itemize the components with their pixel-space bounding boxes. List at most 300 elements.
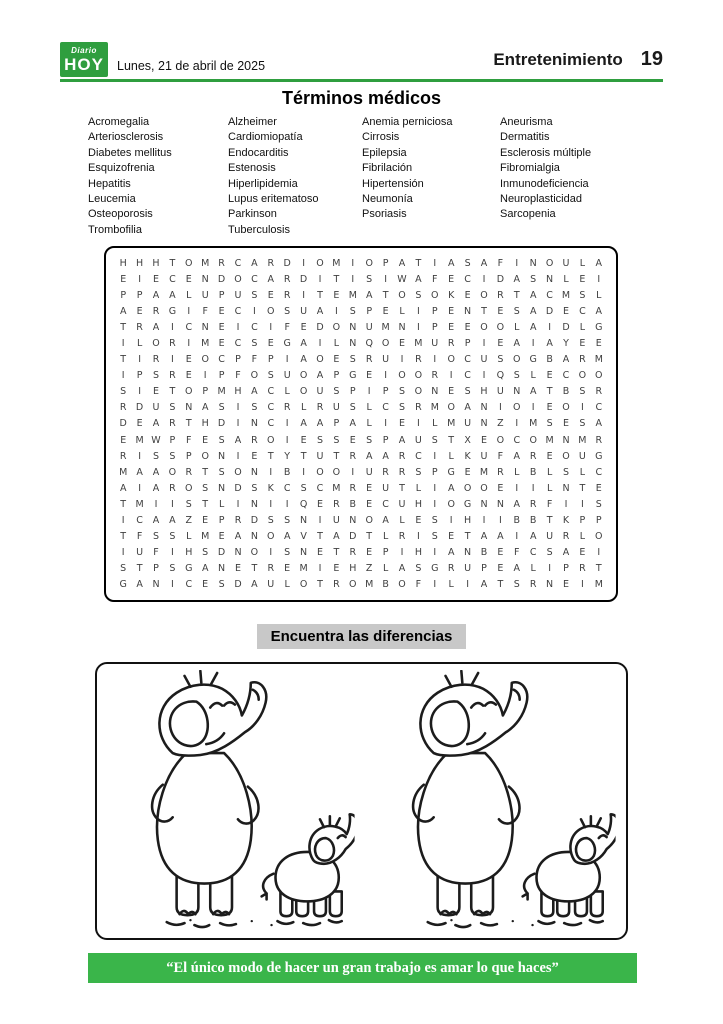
wordsearch-letter: L [432,418,438,430]
wordsearch-letter: O [201,450,209,462]
wordsearch-letter: T [185,418,192,430]
wordsearch-letter: T [481,305,487,317]
wordsearch-letter: E [595,338,602,350]
wordsearch-letter: H [152,257,160,269]
wordsearch-letter: C [529,547,537,559]
wordsearch-letter: L [366,418,372,430]
section-title: Entretenimiento [493,50,623,69]
wordsearch-letter: I [154,498,158,510]
wordsearch-letter: I [515,418,519,430]
wordsearch-word: Psoriasis [362,208,407,221]
wordsearch-letter: T [136,563,143,575]
wordsearch-letter: U [382,482,390,494]
wordsearch-letter: I [367,386,371,398]
wordsearch-letter: F [432,273,438,285]
wordsearch-letter: N [201,273,209,285]
wordsearch-letter: O [414,370,423,382]
wordsearch-letter: A [480,257,488,269]
wordsearch-letter: I [138,482,141,494]
wordsearch-letter: R [595,434,603,446]
wordsearch-letter: T [267,450,274,462]
wordsearch-letter: M [201,531,210,543]
wordsearch-letter: P [333,370,340,382]
wordsearch-letter: B [529,515,537,527]
wordsearch-letter: N [513,386,521,398]
wordsearch-letter: I [285,354,289,366]
wordsearch-letter: E [136,305,143,317]
wordsearch-letter: O [463,482,472,494]
wordsearch-letter: E [218,321,225,333]
wordsearch-letter: T [120,354,127,366]
wordsearch-letter: A [497,531,504,543]
wordsearch-word: Neumonía [362,193,413,206]
wordsearch-letter: S [169,450,176,462]
wordsearch-letter: I [138,273,141,285]
wordsearch-letter: R [283,402,291,414]
wordsearch-letter: U [136,547,144,559]
wordsearch-letter: A [152,289,160,301]
wordsearch-letter: A [513,338,521,350]
wordsearch-letter: S [152,531,159,543]
wordsearch-letter: R [119,450,127,462]
wordsearch-letter: E [448,321,455,333]
wordsearch-letter: U [267,579,275,591]
wordsearch-letter: A [234,531,242,543]
wordsearch-letter: R [267,257,275,269]
wordsearch-letter: D [234,579,242,591]
wordsearch-letter: P [218,289,225,301]
wordsearch-letter: E [448,273,455,285]
wordsearch-letter: C [267,402,275,414]
wordsearch-letter: D [217,418,226,430]
elephants-drawing-left [106,670,356,932]
wordsearch-word: Fibrilación [362,162,413,175]
wordsearch-letter: S [284,305,291,317]
wordsearch-letter: E [366,498,373,510]
wordsearch-letter: C [382,498,389,510]
wordsearch-letter: I [121,515,125,527]
wordsearch-letter: S [415,289,422,301]
wordsearch-letter: I [548,321,551,333]
wordsearch-letter: E [366,370,373,382]
wordsearch-letter: E [218,338,225,350]
wordsearch-letter: N [431,386,439,398]
wordsearch-letter: R [267,563,275,575]
wordsearch-letter: N [250,498,258,510]
wordsearch-letter: R [447,563,455,575]
wordsearch-letter: S [300,482,307,494]
wordsearch-letter: O [201,354,209,366]
wordsearch-letter: A [464,402,471,414]
wordsearch-letter: O [267,434,275,446]
wordsearch-letter: Q [496,370,505,382]
wordsearch-letter: H [414,547,422,559]
wordsearch-letter: T [595,563,602,575]
wordsearch-letter: D [496,273,505,285]
wordsearch-letter: T [251,563,258,575]
wordsearch-letter: I [236,402,240,414]
wordsearch-letter: I [482,338,486,350]
wordsearch-letter: C [185,321,193,333]
wordsearch-letter: E [300,321,307,333]
wordsearch-letter: E [562,579,569,591]
wordsearch-letter: I [498,402,502,414]
wordsearch-letter: O [316,354,324,366]
wordsearch-letter: I [318,515,322,527]
wordsearch-letter: C [267,418,275,430]
wordsearch-letter: A [267,273,275,285]
wordsearch-word-column [500,115,638,238]
wordsearch-word: Estenosis [228,162,276,175]
wordsearch-letter: S [349,402,356,414]
wordsearch-letter: U [578,450,586,462]
wordsearch-letter: A [447,482,455,494]
wordsearch-letter: E [185,370,192,382]
wordsearch-letter: U [464,418,472,430]
wordsearch-letter: O [234,466,242,478]
wordsearch-letter: A [447,547,455,559]
wordsearch-letter: I [515,482,519,494]
quote-text: “El único modo de hacer un gran trabajo es amar lo que haces” [166,959,559,976]
wordsearch-letter: A [529,289,537,301]
wordsearch-letter: I [498,515,502,527]
wordsearch-letter: A [529,386,537,398]
wordsearch-letter: H [480,386,488,398]
wordsearch-letter: U [431,338,439,350]
wordsearch-letter: F [284,321,290,333]
wordsearch-letter: A [546,338,553,350]
wordsearch-letter: R [562,531,570,543]
wordsearch-letter: I [302,466,305,478]
wordsearch-letter: E [497,338,504,350]
wordsearch-grid-box [104,246,618,602]
wordsearch-letter: L [284,579,290,591]
wordsearch-letter: G [185,563,193,575]
wordsearch-letter: A [316,418,324,430]
wordsearch-letter: P [563,563,569,575]
wordsearch-letter: I [269,498,273,510]
wordsearch-letter: I [416,531,420,543]
wordsearch-letter: A [234,434,242,446]
wordsearch-letter: Y [563,338,569,350]
wordsearch-letter: S [185,498,192,510]
wordsearch-letter: P [382,434,389,446]
wordsearch-letter: C [595,466,603,478]
wordsearch-letter: A [152,482,160,494]
wordsearch-letter: F [153,547,159,559]
wordsearch-letter: L [530,563,536,575]
wordsearch-letter: O [185,482,193,494]
wordsearch-letter: A [169,289,176,301]
wordsearch-letter: N [496,498,504,510]
wordsearch-letter: I [138,450,141,462]
wordsearch-letter: S [202,547,209,559]
wordsearch-letter: A [513,563,521,575]
wordsearch-letter: M [430,402,439,414]
wordsearch-letter: C [579,305,586,317]
wordsearch-letter: G [463,498,472,510]
wordsearch-letter: I [121,370,125,382]
wordsearch-letter: A [513,273,521,285]
wordsearch-letter: E [202,515,209,527]
wordsearch-letter: M [119,466,128,478]
wordsearch-letter: I [351,257,355,269]
wordsearch-letter: Q [365,338,373,350]
wordsearch-letter: L [448,450,454,462]
wordsearch-letter: R [333,498,340,510]
wordsearch-letter: O [398,370,406,382]
wordsearch-letter: A [595,418,603,430]
wordsearch-letter: T [317,289,323,301]
wordsearch-letter: I [482,515,486,527]
wordsearch-letter: P [481,563,487,575]
wordsearch-letter: S [595,498,602,510]
wordsearch-letter: M [594,579,603,591]
wordsearch-letter: E [480,434,487,446]
wordsearch-letter: T [169,257,176,269]
wordsearch-letter: E [562,305,569,317]
wordsearch-letter: E [202,434,209,446]
wordsearch-letter: N [562,434,570,446]
wordsearch-letter: R [398,466,406,478]
wordsearch-letter: M [217,386,226,398]
wordsearch-letter: E [185,354,192,366]
wordsearch-letter: I [170,579,174,591]
wordsearch-letter: A [152,321,160,333]
wordsearch-letter: C [562,370,570,382]
wordsearch-letter: E [218,531,225,543]
wordsearch-letter: A [333,531,340,543]
wordsearch-letter: K [562,515,570,527]
wordsearch-letter: D [316,321,324,333]
wordsearch-word: Cardiomiopatía [228,131,303,144]
wordsearch-letter: I [580,579,584,591]
wordsearch-letter: I [269,321,273,333]
wordsearch-letter: P [595,515,602,527]
wordsearch-letter: O [480,321,488,333]
wordsearch-letter: U [316,450,324,462]
wordsearch-letter: R [169,418,176,430]
wordsearch-letter: O [447,402,455,414]
wordsearch-letter: A [152,515,160,527]
wordsearch-letter: A [251,579,258,591]
wordsearch-word: Sarcopenia [500,208,556,221]
wordsearch-word: Diabetes mellitus [88,146,172,159]
wordsearch-letter: E [562,418,569,430]
wordsearch-letter: I [433,354,437,366]
wordsearch-letter: N [480,418,488,430]
wordsearch-letter: P [267,354,274,366]
wordsearch-letter: B [513,515,521,527]
wordsearch-letter: G [529,354,537,366]
wordsearch-word: Aneurisma [500,116,553,128]
wordsearch-letter: L [382,531,389,543]
wordsearch-letter: E [464,321,471,333]
wordsearch-letter: N [546,273,554,285]
wordsearch-letter: O [447,354,455,366]
wordsearch-letter: A [251,386,258,398]
wordsearch-letter: A [398,563,406,575]
wordsearch-letter: S [579,418,586,430]
wordsearch-letter: N [250,466,258,478]
wordsearch-letter: E [398,338,405,350]
wordsearch-letter: I [531,402,535,414]
wordsearch-letter: D [299,273,308,285]
wordsearch-letter: E [333,289,340,301]
wordsearch-letter: A [382,515,389,527]
wordsearch-letter: L [366,402,372,414]
wordsearch-letter: U [332,402,340,414]
wordsearch-letter: C [546,289,553,301]
wordsearch-letter: I [318,338,322,350]
wordsearch-letter: I [564,498,568,510]
wordsearch-letter: G [595,450,603,462]
wordsearch-letter: I [531,482,535,494]
wordsearch-word: Esquizofrenia [88,162,155,175]
wordsearch-letter: O [185,386,193,398]
wordsearch-letter: I [285,434,289,446]
wordsearch-letter: I [302,257,305,269]
wordsearch-letter: U [496,386,504,398]
wordsearch-letter: M [545,434,554,446]
wordsearch-letter: Y [284,450,291,462]
wordsearch-letter: K [267,482,274,494]
wordsearch-letter: H [185,547,193,559]
wordsearch-letter: E [464,289,471,301]
wordsearch-letter: E [382,305,389,317]
wordsearch-letter: P [431,321,438,333]
wordsearch-letter: B [382,579,389,591]
wordsearch-letter: O [496,434,505,446]
wordsearch-letter: E [267,338,274,350]
wordsearch-letter: P [202,386,209,398]
wordsearch-letter: U [365,466,373,478]
wordsearch-letter: H [136,257,144,269]
wordsearch-letter: L [530,370,536,382]
wordsearch-letter: N [349,321,357,333]
wordsearch-letter: O [562,450,570,462]
wordsearch-letter: R [431,370,439,382]
wordsearch-letter: I [449,370,453,382]
wordsearch-letter: B [529,466,537,478]
wordsearch-letter: E [349,434,356,446]
wordsearch-letter: T [202,466,209,478]
wordsearch-letter: P [431,305,438,317]
wordsearch-letter: M [201,338,210,350]
wordsearch-word: Parkinson [228,208,277,221]
wordsearch-letter: H [349,563,357,575]
wordsearch-letter: O [316,257,324,269]
wordsearch-letter: T [497,579,504,591]
wordsearch-letter: L [546,466,553,478]
wordsearch-letter: L [579,321,586,333]
wordsearch-word: Hiperlipidemia [228,177,298,190]
wordsearch-letter: C [234,305,242,317]
wordsearch-letter: C [136,515,143,527]
wordsearch-letter: R [497,289,504,301]
wordsearch-letter: U [152,402,160,414]
wordsearch-word: Tuberculosis [228,223,290,236]
wordsearch-letter: L [448,579,454,591]
wordsearch-letter: S [284,547,291,559]
wordsearch-letter: S [513,305,520,317]
wordsearch-letter: R [529,498,537,510]
wordsearch-letter: S [366,434,373,446]
wordsearch-letter: E [595,482,602,494]
wordsearch-letter: D [349,531,357,543]
wordsearch-letter: L [333,338,340,350]
wordsearch-letter: R [529,579,537,591]
wordsearch-letter: U [332,515,340,527]
wordsearch-letter: C [251,321,258,333]
wordsearch-letter: L [136,338,143,350]
wordsearch-letter: A [398,257,406,269]
wordsearch-letter: W [397,273,407,285]
wordsearch-letter: R [398,450,406,462]
wordsearch-letter: I [548,563,551,575]
wordsearch-letter: A [513,450,521,462]
wordsearch-letter: E [415,515,422,527]
wordsearch-letter: E [218,305,225,317]
wordsearch-letter: T [382,289,389,301]
wordsearch-letter: L [596,289,602,301]
wordsearch-letter: R [169,482,176,494]
wordsearch-letter: E [497,305,504,317]
wordsearch-letter: I [285,418,289,430]
wordsearch-letter: A [316,370,324,382]
wordsearch-letter: P [382,257,389,269]
wordsearch-letter: A [136,579,143,591]
wordsearch-word-column [88,115,228,238]
wordsearch-word: Arteriosclerosis [88,131,164,144]
wordsearch-letter: T [317,531,323,543]
wordsearch-letter: P [153,563,159,575]
wordsearch-letter: S [431,515,438,527]
wordsearch-letter: G [283,338,291,350]
wordsearch-letter: A [529,305,537,317]
wordsearch-letter: K [464,450,471,462]
wordsearch-letter: E [316,547,323,559]
wordsearch-letter: C [185,579,193,591]
wordsearch-letter: N [349,338,357,350]
wordsearch-letter: Q [299,498,308,510]
wordsearch-letter: O [513,402,521,414]
wordsearch-letter: T [120,498,127,510]
wordsearch-letter: I [433,257,437,269]
wordsearch-letter: F [415,579,422,591]
wordsearch-letter: A [382,450,389,462]
wordsearch-letter: I [482,370,486,382]
wordsearch-word: Alzheimer [228,116,277,128]
wordsearch-letter: F [235,370,241,382]
wordsearch-letter: A [152,466,160,478]
wordsearch-letter: O [234,273,242,285]
wordsearch-letter: I [170,321,174,333]
wordsearch-letter: S [251,482,258,494]
wordsearch-letter: S [218,579,225,591]
wordsearch-letter: S [120,563,127,575]
wordsearch-letter: N [464,305,472,317]
wordsearch-word-column [362,115,500,238]
wordsearch-letter: D [119,418,127,430]
wordsearch-letter: O [578,370,587,382]
wordsearch-letter: P [235,354,241,366]
wordsearch-letter: O [250,370,259,382]
wordsearch-letter: L [399,305,405,317]
wordsearch-letter: B [562,386,570,398]
wordsearch-letter: O [398,579,406,591]
wordsearch-letter: C [267,386,275,398]
